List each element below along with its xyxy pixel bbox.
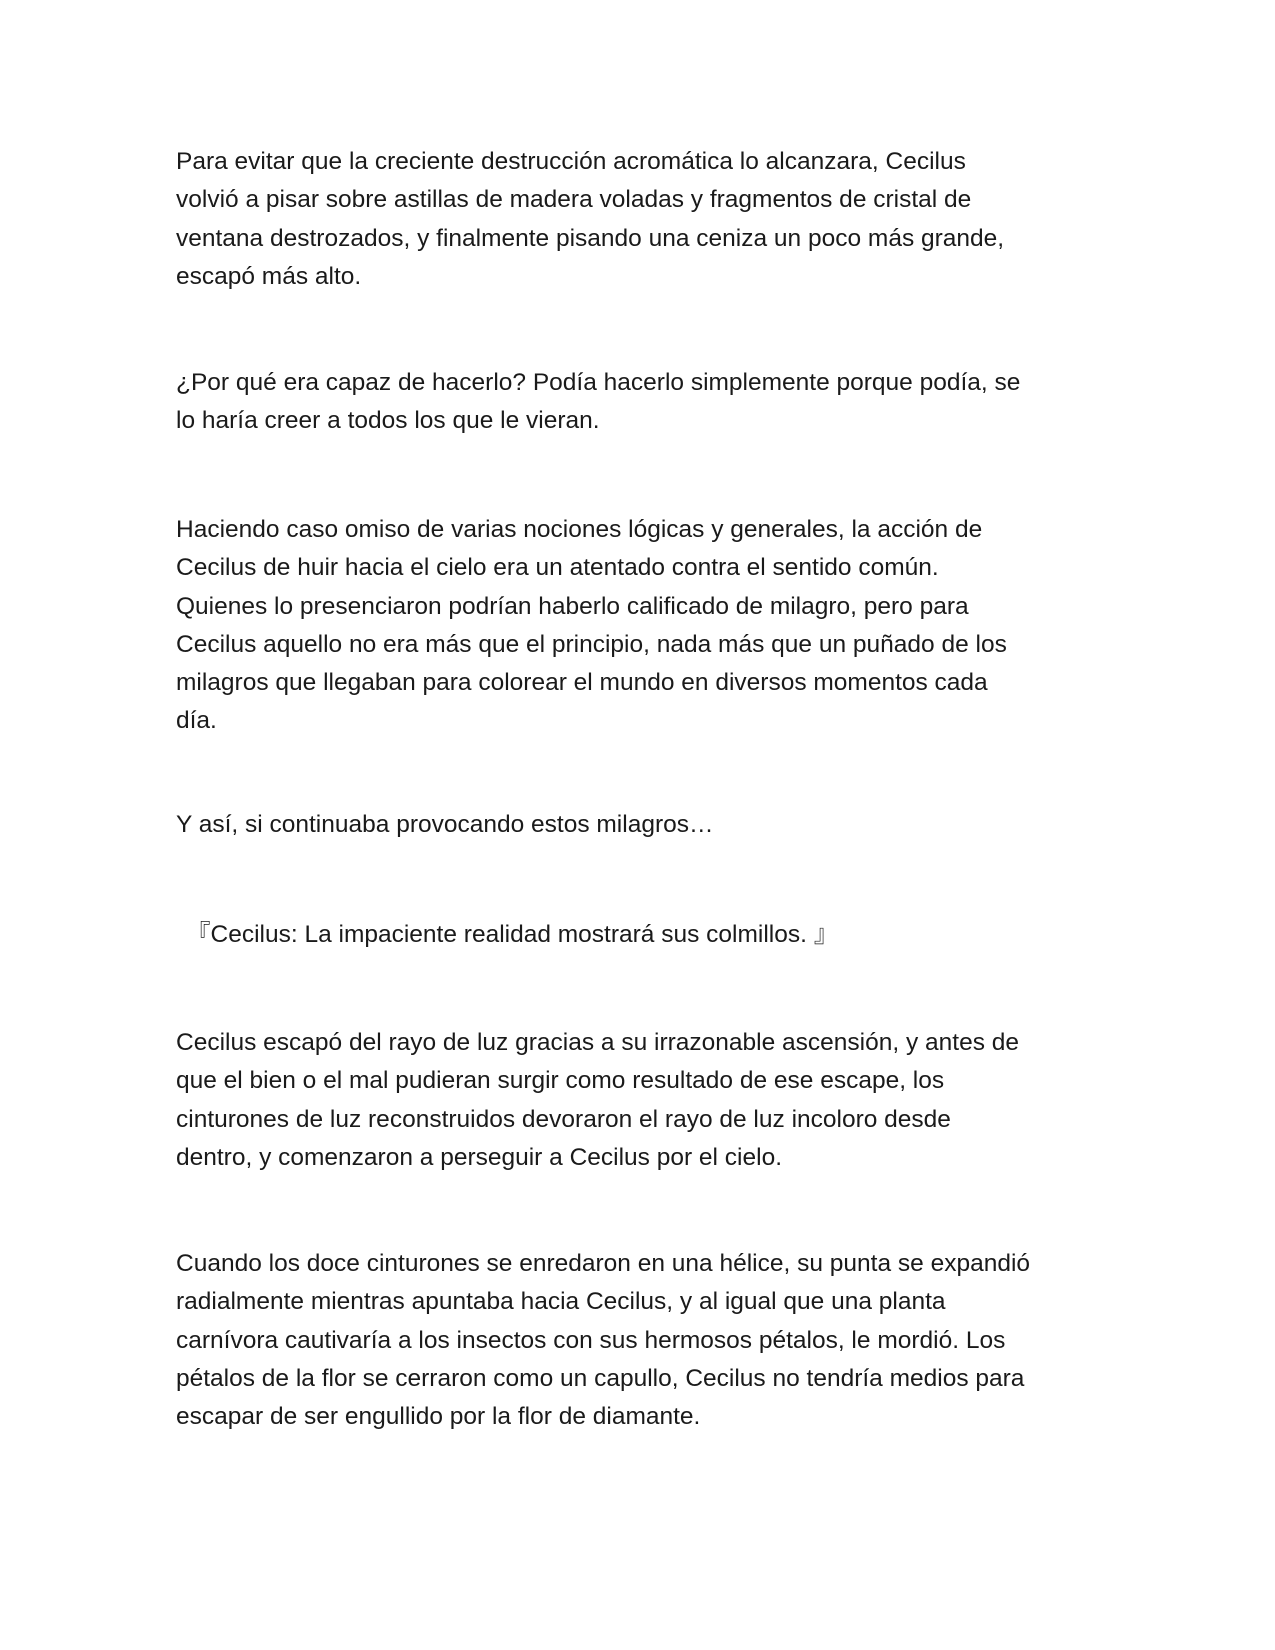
paragraph-1 xyxy=(176,143,1106,296)
paragraph-4 xyxy=(176,806,1106,844)
text-line: que el bien o el mal pudieran surgir como resultado de ese escape, los xyxy=(176,1067,945,1095)
paragraph-3 xyxy=(176,511,1106,741)
text-line: volvió a pisar sobre astillas de madera voladas y fragmentos de cristal de xyxy=(176,186,972,214)
text-line: ventana destrozados, y finalmente pisando una ceniza un poco más grande, xyxy=(176,224,1005,252)
text-line: milagros que llegaban para colorear el mundo en diversos momentos cada xyxy=(176,669,988,697)
text-line: escapó más alto. xyxy=(176,262,362,290)
paragraph-2 xyxy=(176,364,1106,441)
text-line: Cecilus de huir hacia el cielo era un atentado contra el sentido común. xyxy=(176,554,939,582)
text-line: Cecilus aquello no era más que el principio, nada más que un puñado de los xyxy=(176,630,1007,658)
text-line: cinturones de luz reconstruidos devoraron el rayo de luz incoloro desde xyxy=(176,1105,951,1133)
dialogue-quote xyxy=(186,916,1116,954)
text-line: Cecilus escapó del rayo de luz gracias a su irrazonable ascensión, y antes de xyxy=(176,1029,1020,1056)
text-line: Para evitar que la creciente destrucción acromática lo alcanzara, Cecilus xyxy=(176,148,966,175)
text-line: escapar de ser engullido por la flor de diamante. xyxy=(176,1403,701,1431)
text-line: día. xyxy=(176,707,217,735)
text-line: Quienes lo presenciaron podrían haberlo calificado de milagro, pero para xyxy=(176,592,969,620)
paragraph-5 xyxy=(176,1024,1106,1177)
text-line: pétalos de la flor se cerraron como un capullo, Cecilus no tendría medios para xyxy=(176,1364,1025,1392)
text-line: Y así, si continuaba provocando estos milagros… xyxy=(176,811,714,838)
text-line: ¿Por qué era capaz de hacerlo? Podía hacerlo simplemente porque podía, se xyxy=(176,369,1021,396)
text-line: Haciendo caso omiso de varias nociones lógicas y generales, la acción de xyxy=(176,516,983,543)
text-line: lo haría creer a todos los que le vieran. xyxy=(176,407,600,435)
paragraph-6 xyxy=(176,1245,1106,1436)
text-line: 『Cecilus: La impaciente realidad mostrará sus colmillos. 』 xyxy=(186,921,839,948)
text-line: dentro, y comenzaron a perseguir a Cecilus por el cielo. xyxy=(176,1143,783,1171)
text-line: carnívora cautivaría a los insectos con sus hermosos pétalos, le mordió. Los xyxy=(176,1326,1006,1354)
text-line: Cuando los doce cinturones se enredaron en una hélice, su punta se expandió xyxy=(176,1250,1031,1277)
text-line: radialmente mientras apuntaba hacia Cecilus, y al igual que una planta xyxy=(176,1288,946,1316)
